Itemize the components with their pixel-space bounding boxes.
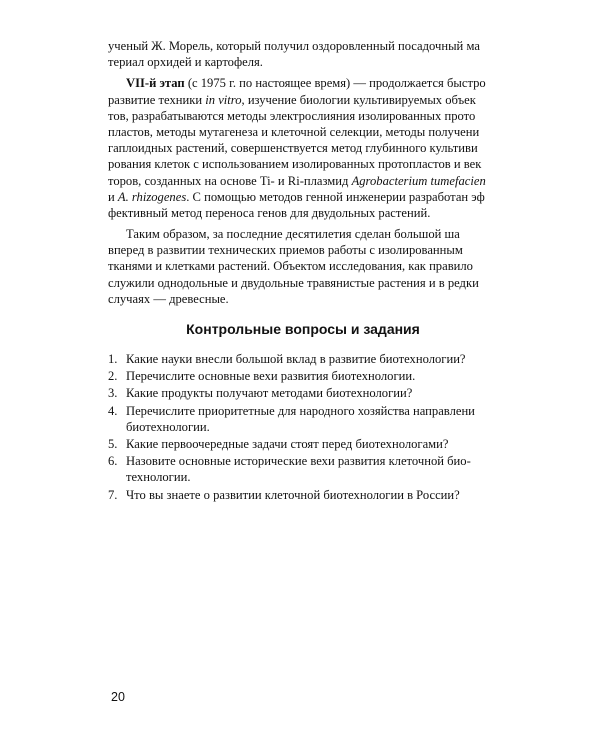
question-item: [108, 403, 510, 435]
question-line: Какие продукты получают методами биотехнологии?: [126, 386, 413, 401]
text-segment: , изучение биологии культивируемых объек: [241, 92, 476, 107]
text-segment: торов, созданных на основе Ti- и Ri-плазмид: [108, 173, 352, 188]
question-line: Какие первоочередные задачи стоят перед биотехнологами?: [126, 436, 449, 451]
text-segment: (с 1975 г. по настоящее время) — продолжается быстро: [184, 76, 486, 91]
text-line: [108, 38, 510, 54]
text-line: [108, 189, 510, 205]
text-line: [108, 258, 510, 274]
question-line: Какие науки внесли большой вклад в развитие биотехнологии?: [126, 352, 466, 366]
paragraph: [108, 38, 510, 70]
questions-list: [108, 351, 510, 503]
text-segment: териал орхидей и картофеля.: [108, 55, 263, 70]
question-item: [108, 385, 510, 401]
question-number: 4.: [108, 403, 118, 418]
question-item: [108, 453, 510, 485]
question-line: биотехнологии.: [126, 419, 210, 434]
paragraph: [108, 226, 510, 307]
italic-text: Agrobacterium tumefacien: [351, 173, 486, 188]
italic-text: A. rhizogenes: [117, 189, 187, 204]
text-segment: служили однодольные и двудольные травянистые растения и в редки: [108, 275, 479, 290]
question-line: Перечислите приоритетные для народного хозяйства направлени: [126, 403, 475, 418]
text-segment: рования клеток с использованием изолированных протопластов и век: [108, 157, 482, 172]
question-number: 5.: [108, 436, 118, 451]
question-number: 6.: [108, 454, 118, 469]
question-text: [126, 351, 510, 367]
text-segment: пластов, методы мутагенеза и клеточной селекции, методы получени: [108, 124, 480, 139]
text-segment: . С помощью методов генной инженерии разработан эф: [186, 189, 485, 204]
question-number: 7.: [108, 487, 118, 502]
question-line: Назовите основные исторические вехи развития клеточной био-: [126, 454, 471, 469]
question-item: [108, 351, 510, 367]
question-text: [126, 385, 510, 401]
text-line: [108, 108, 510, 124]
text-segment: тканями и клетками растений. Объектом исследования, как правило: [108, 259, 473, 274]
text-line: [108, 92, 510, 108]
page-number: 20: [111, 690, 125, 704]
text-segment: Таким образом, за последние десятилетия сделан большой ша: [126, 227, 460, 242]
text-line: [108, 140, 510, 156]
question-line: Что вы знаете о развитии клеточной биотехнологии в России?: [126, 487, 460, 502]
question-text: [126, 487, 510, 503]
question-text: [126, 436, 510, 452]
text-line: [108, 54, 510, 70]
text-line: [108, 291, 510, 307]
italic-text: in vitro: [205, 92, 242, 107]
text-line: [108, 242, 510, 258]
text-line: [108, 226, 510, 242]
text-line: [108, 124, 510, 140]
question-number: 2.: [108, 369, 118, 384]
question-number: 1.: [108, 352, 118, 366]
section-heading: Контрольные вопросы и задания: [186, 321, 420, 337]
question-text: [126, 403, 510, 435]
text-segment: гаплоидных растений, совершенствуется метод глубинного культиви: [108, 141, 478, 156]
text-line: [108, 173, 510, 189]
question-item: [108, 368, 510, 384]
text-column: [108, 38, 510, 504]
text-segment: и: [108, 189, 118, 204]
text-line: [108, 156, 510, 172]
question-line: технологии.: [126, 470, 191, 485]
question-text: [126, 368, 510, 384]
question-text: [126, 453, 510, 485]
text-line: [108, 75, 510, 91]
question-item: [108, 436, 510, 452]
text-segment: случаях — древесные.: [108, 291, 229, 306]
body-text: [108, 38, 510, 307]
question-line: Перечислите основные вехи развития биотехнологии.: [126, 369, 416, 384]
question-number: 3.: [108, 386, 118, 401]
text-line: [108, 275, 510, 291]
text-line: [108, 205, 510, 221]
text-segment: ученый Ж. Морель, который получил оздоровленный посадочный ма: [108, 39, 480, 53]
question-item: [108, 487, 510, 503]
bold-text: VII-й этап: [126, 76, 185, 91]
text-segment: фективный метод переноса генов для двудольных растений.: [108, 205, 431, 220]
text-segment: вперед в развитии технических приемов работы с изолированным: [108, 243, 463, 258]
paragraph: [108, 75, 510, 221]
text-segment: развитие техники: [108, 92, 206, 107]
text-segment: тов, разрабатываются методы электрослияния изолированных прото: [108, 108, 476, 123]
